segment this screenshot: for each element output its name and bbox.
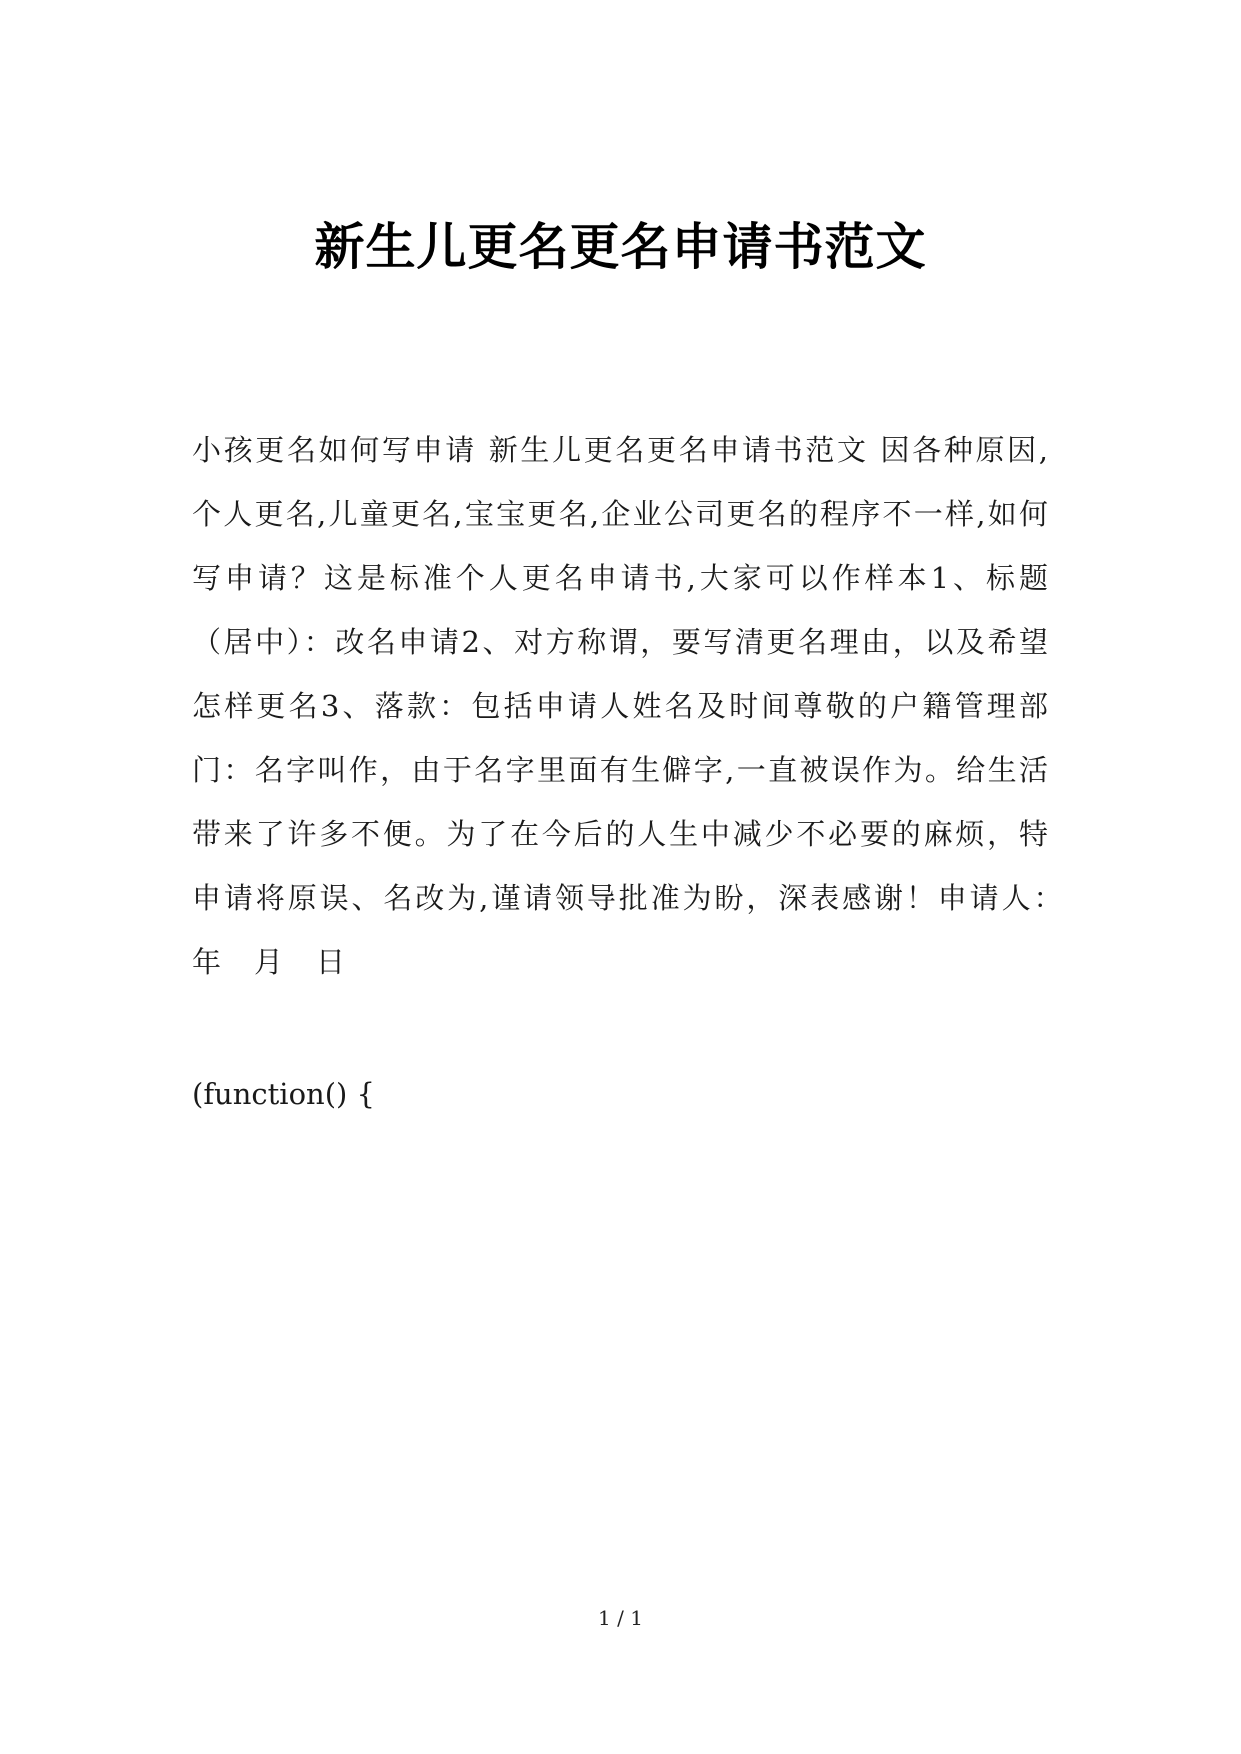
document-title: 新生儿更名更名申请书范文 xyxy=(314,218,927,276)
page-number: 1 / 1 xyxy=(598,1606,643,1630)
code-fragment-line: (function() { xyxy=(192,1077,376,1111)
document-body-paragraph: 小孩更名如何写申请 新生儿更名更名申请书范文 因各种原因,个人更名,儿童更名,宝宝更名,企业公司更名的程序不一样,如何写申请？这是标准个人更名申请书,大家可以作样本1、标题（居中）：改名申请2、对方称谓，要写清更名理由，以及希望怎样更名3、落款：包括申请人姓名及时间尊敬的户籍管理部门：名字叫作，由于名字里面有生僻字,一直被误作为。给生活带来了许多不便。为了在今后的人生中减少不必要的麻烦，特申请将原误、名改为,谨请领导批准为盼，深表感谢！申请人： 年 月 日 xyxy=(192,433,1082,979)
